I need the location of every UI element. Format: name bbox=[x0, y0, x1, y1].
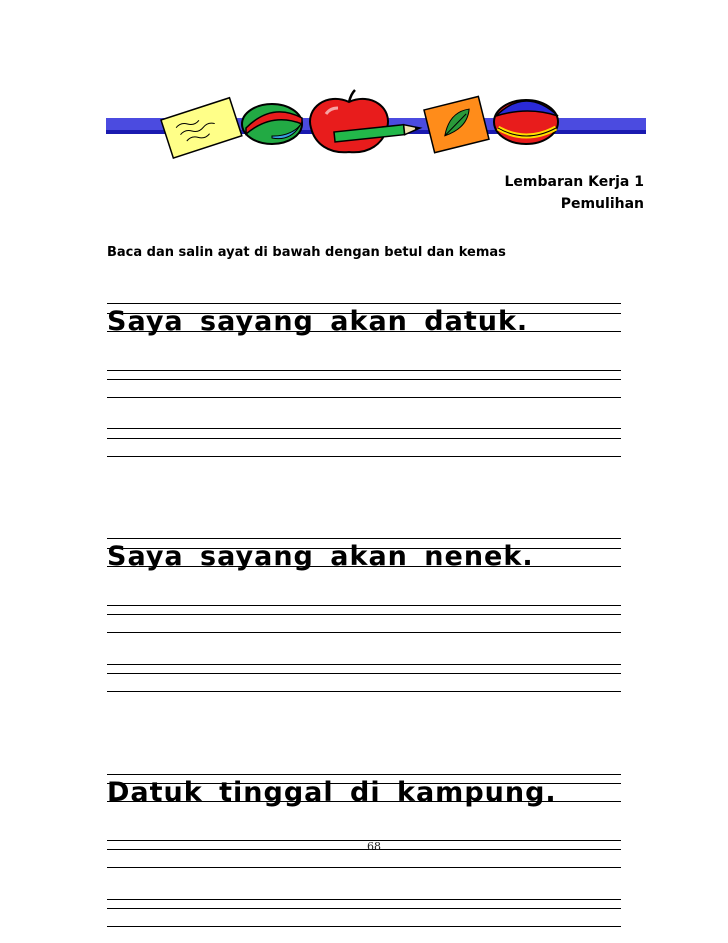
apple-icon bbox=[310, 90, 388, 152]
ball-icon bbox=[242, 104, 302, 144]
sheet-label: Lembaran Kerja 1 bbox=[504, 174, 644, 190]
writing-line bbox=[107, 428, 621, 429]
note-paper-icon bbox=[161, 98, 242, 158]
sheet-category: Pemulihan bbox=[560, 196, 644, 212]
guide-line bbox=[107, 774, 621, 775]
instruction-text: Baca dan salin ayat di bawah dengan betul dan kemas bbox=[107, 245, 506, 260]
page-number: 68 bbox=[367, 840, 381, 853]
writing-line bbox=[107, 370, 621, 371]
guide-line bbox=[107, 303, 621, 304]
writing-line bbox=[107, 899, 621, 900]
striped-ball-icon bbox=[494, 100, 558, 144]
model-sentence-2: Saya sayang akan nenek. bbox=[107, 541, 534, 572]
writing-line bbox=[107, 379, 621, 380]
clipart-banner bbox=[106, 88, 646, 168]
writing-line bbox=[107, 614, 621, 615]
writing-line bbox=[107, 456, 621, 457]
model-sentence-3: Datuk tinggal di kampung. bbox=[107, 777, 557, 808]
writing-line bbox=[107, 605, 621, 606]
guide-line bbox=[107, 538, 621, 539]
writing-line bbox=[107, 438, 621, 439]
writing-line bbox=[107, 691, 621, 692]
writing-line bbox=[107, 926, 621, 927]
leaf-card-icon bbox=[424, 96, 489, 152]
model-sentence-1: Saya sayang akan datuk. bbox=[107, 306, 529, 337]
writing-line bbox=[107, 397, 621, 398]
sheet-title bbox=[504, 171, 644, 215]
writing-line bbox=[107, 632, 621, 633]
writing-line bbox=[107, 664, 621, 665]
writing-line bbox=[107, 908, 621, 909]
writing-line bbox=[107, 673, 621, 674]
writing-line bbox=[107, 867, 621, 868]
